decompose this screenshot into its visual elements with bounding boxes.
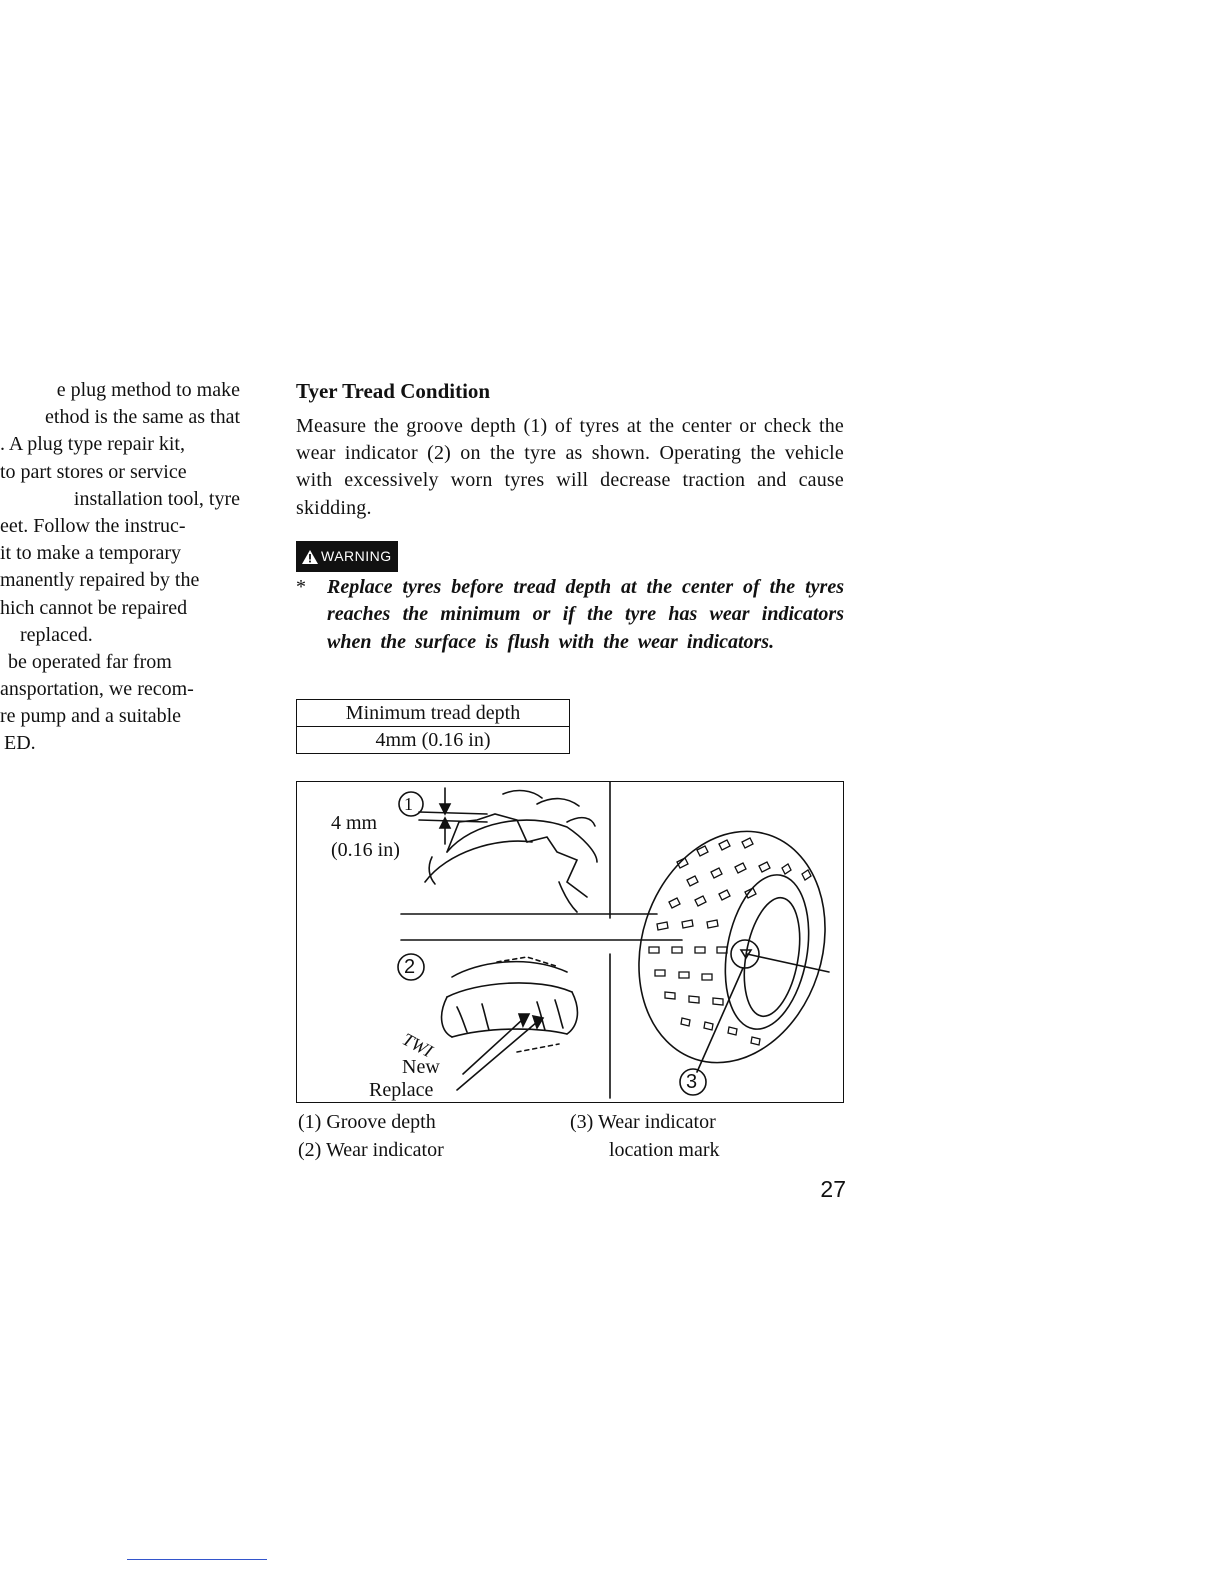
left-line: be operated far from [8, 650, 172, 673]
left-line: it to make a temporary [0, 542, 182, 565]
left-line: replaced. [20, 623, 93, 646]
table-value: 4mm (0.16 in) [297, 727, 570, 754]
tread-illustration [297, 782, 845, 1104]
left-line: installation tool, tyre [73, 487, 240, 510]
caption-location-mark: (3) Wear indicator [570, 1111, 716, 1133]
section-body: Measure the groove depth (1) of tyres at the center or check the wear indicator (2) on the tyre as shown. Operating the vehicle with excessively worn tyres will decrease traction and cause skidding. [296, 415, 844, 519]
callout-3-number: 3 [686, 1071, 698, 1093]
twi-mark: TWI [399, 1028, 436, 1062]
callout-1-number: 1 [404, 794, 413, 814]
warning-bullet: * [296, 576, 306, 598]
left-line: hich cannot be repaired [0, 596, 188, 619]
left-line: to part stores or service [0, 460, 187, 483]
new-label: New [402, 1056, 440, 1078]
tread-section [296, 377, 844, 522]
left-column-text [0, 377, 240, 758]
warning-badge [296, 541, 398, 572]
left-line: ED. [4, 732, 36, 755]
left-line: ansportation, we recom- [0, 678, 194, 701]
callout-2-number: 2 [404, 956, 416, 978]
caption-groove-depth: (1) Groove depth [298, 1111, 436, 1133]
depth-mm-label: 4 mm [331, 812, 378, 834]
left-line: eet. Follow the instruc- [0, 514, 186, 537]
section-title: Tyer Tread Condition [296, 379, 491, 403]
left-line: re pump and a suitable [0, 705, 182, 728]
left-line: manently repaired by the [0, 569, 200, 592]
left-line: ethod is the same as that [45, 406, 240, 429]
replace-label: Replace [369, 1079, 434, 1101]
min-tread-table [296, 699, 570, 754]
warning-label: WARNING [321, 548, 392, 564]
left-line: . A plug type repair kit, [0, 433, 185, 456]
caption-wear-indicator: (2) Wear indicator [298, 1139, 444, 1161]
page-number: 27 [820, 1176, 846, 1202]
caption-location-mark-line2: location mark [609, 1139, 720, 1161]
left-line: e plug method to make [56, 379, 240, 401]
tread-figure [296, 781, 844, 1103]
bottom-rule [127, 1559, 267, 1560]
depth-in-label: (0.16 in) [331, 839, 400, 861]
warning-content: Replace tyres before tread depth at the center of the tyres reaches the minimum or if the tyre has wear indicators when the surface is flush with the wear indicators. [327, 576, 844, 653]
warning-triangle-icon [302, 550, 318, 564]
warning-text [296, 574, 844, 656]
table-header: Minimum tread depth [297, 700, 570, 727]
